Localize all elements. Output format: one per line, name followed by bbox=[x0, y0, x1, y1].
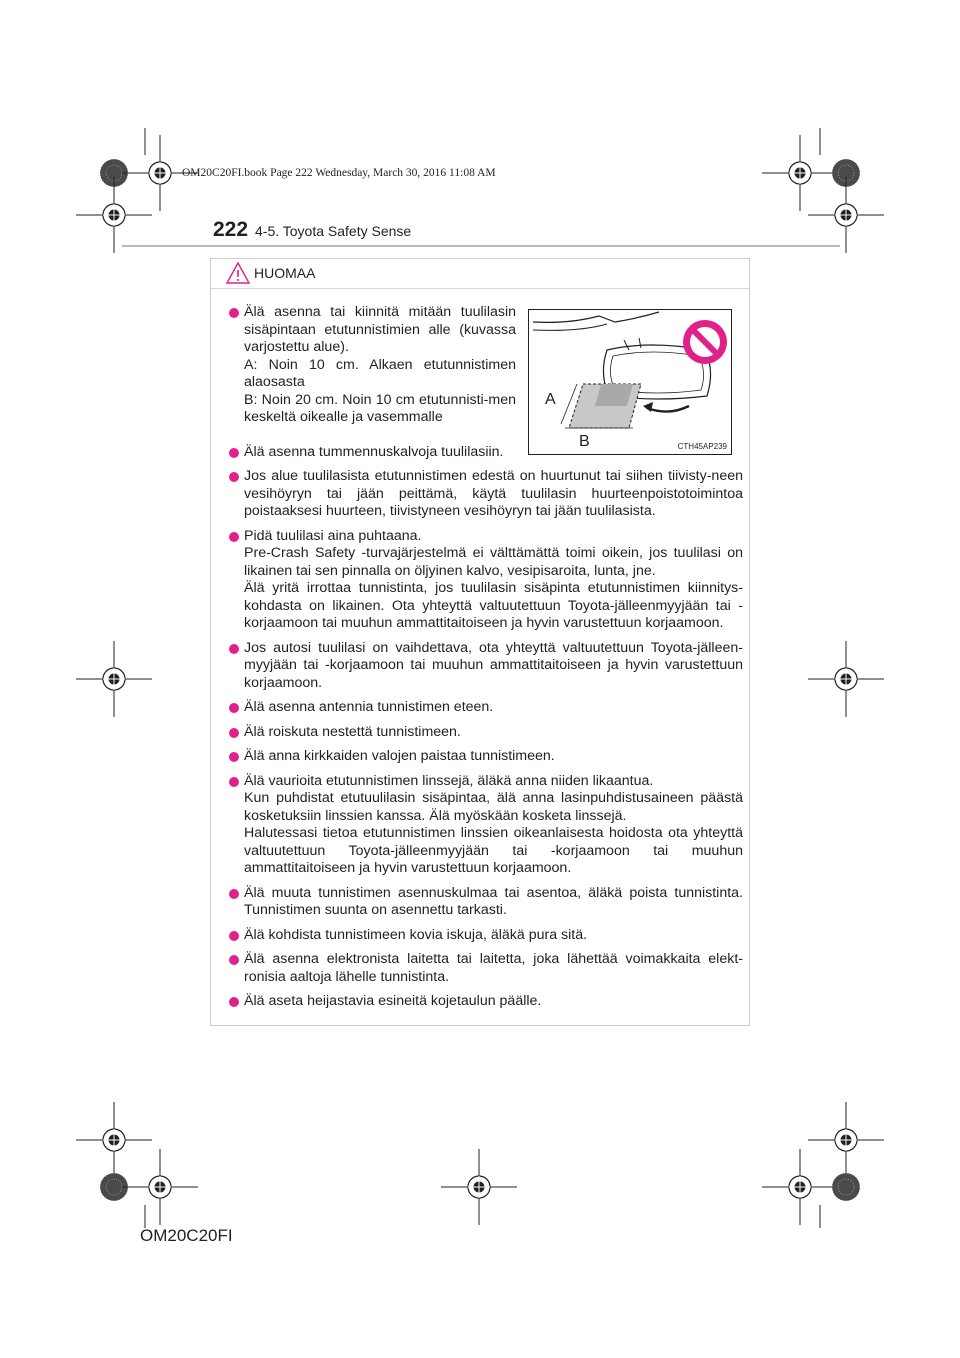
caution-item-text: Älä anna kirkkaiden valojen paistaa tunnistimeen. bbox=[244, 748, 555, 764]
caution-item bbox=[229, 748, 743, 766]
caution-header bbox=[211, 259, 749, 289]
caution-item-text: Älä asenna tai kiinnitä mitään tuulilasin sisäpintaan etutunnistimien alle (kuvassa varjostettu alue). A: Noin 10 cm. Alkaen etutunnistimen alaosasta B: Noin 20 cm. Noin 10 cm etutunnisti-men keskeltä oikealle ja vasemmalle bbox=[244, 304, 516, 425]
caution-box bbox=[210, 258, 750, 1026]
caution-item bbox=[229, 885, 743, 920]
bullet-icon bbox=[229, 931, 239, 941]
bullet-icon bbox=[229, 728, 239, 738]
caution-item-text: Älä aseta heijastavia esineitä kojetaulun päälle. bbox=[244, 993, 542, 1009]
bullet-icon bbox=[229, 777, 239, 787]
section-title: 4-5. Toyota Safety Sense bbox=[255, 223, 412, 239]
caution-item bbox=[229, 528, 743, 633]
bullet-icon bbox=[229, 308, 239, 318]
caution-item-text: Älä asenna tummennuskalvoja tuulilasiin. bbox=[244, 443, 504, 460]
caution-item-text: Jos autosi tuulilasi on vaihdettava, ota yhteyttä valtuutettuun Toyota-jälleen-myyjään tai -korjaamoon tai muuhun ammattitaitoiseen ja hyvin varustettuun korjaamoon. bbox=[244, 639, 743, 691]
caution-list bbox=[229, 304, 743, 1018]
bullet-icon bbox=[229, 752, 239, 762]
book-stamp: OM20C20FI.book Page 222 Wednesday, March 30, 2016 11:08 AM bbox=[182, 167, 496, 179]
caution-item-text: Älä asenna elektronista laitetta tai laitetta, joka lähettää voimakkaita elekt-ronisia aaltoja lähelle tunnistinta. bbox=[244, 951, 743, 985]
bullet-icon bbox=[229, 472, 239, 482]
figure-label-b: B bbox=[579, 433, 590, 450]
caution-title: HUOMAA bbox=[254, 265, 316, 281]
caution-item bbox=[229, 468, 743, 521]
page-number: 222 bbox=[213, 218, 249, 241]
caution-item bbox=[229, 993, 743, 1011]
caution-item bbox=[229, 927, 743, 945]
figure-code: CTH45AP239 bbox=[677, 442, 727, 451]
caution-item-text: Älä muuta tunnistimen asennuskulmaa tai asentoa, äläkä poista tunnistinta. Tunnistimen suunta on asennettu tarkasti. bbox=[244, 884, 743, 918]
bullet-icon bbox=[229, 997, 239, 1007]
bullet-icon bbox=[229, 703, 239, 713]
caution-item bbox=[229, 444, 743, 462]
caution-item bbox=[229, 951, 743, 986]
bullet-icon bbox=[229, 532, 239, 542]
caution-item bbox=[229, 773, 743, 878]
figure-label-a: A bbox=[545, 391, 556, 408]
header-rule bbox=[122, 245, 840, 247]
bullet-icon bbox=[229, 448, 239, 458]
warning-triangle-icon bbox=[225, 261, 251, 285]
caution-item-text: Älä roiskuta nestettä tunnistimeen. bbox=[244, 723, 461, 740]
bullet-icon bbox=[229, 644, 239, 654]
caution-item-text: Älä kohdista tunnistimeen kovia iskuja, äläkä pura sitä. bbox=[244, 926, 588, 943]
caution-item bbox=[229, 640, 743, 693]
caution-item-text: Pidä tuulilasi aina puhtaana. Pre-Crash Safety -turvajärjestelmä ei välttämättä toimi oikein, jos tuulilasi on likainen tai sen pinnalla on öljyinen kalvo, vesipisaroita, lunta, jne. Älä yritä irrottaa tunnistinta, jos tuulilasin sisäpinta etutunnistimen kiinnitys-kohdasta on likainen. Ota yhteyttä valtuutettuun Toyota-jälleenmyyjään tai -korjaamoon tai muuhun ammattitaitoiseen ja hyvin varustettuun korjaamoon. bbox=[244, 527, 743, 631]
bullet-icon bbox=[229, 955, 239, 965]
caution-item-text: Älä vaurioita etutunnistimen linssejä, äläkä anna niiden likaantua. Kun puhdistat etutuulilasin sisäpintaa, älä anna lasinpuhdistusaineen päästä kosketuksiin linssien kanssa. Älä myöskään kosketa linssejä. Halutessasi tietoa etutunnistimen linssien oikeanlaisesta hoidosta ota yhteyttä valtuutettuun Toyota-jälleenmyyjään tai -korjaamoon tai muuhun ammattitaitoiseen ja hyvin varustettuun korjaamoon. bbox=[244, 772, 743, 876]
document-code: OM20C20FI bbox=[140, 1226, 233, 1245]
caution-item bbox=[229, 304, 516, 427]
bullet-icon bbox=[229, 889, 239, 899]
caution-item bbox=[229, 699, 743, 717]
caution-item-text: Jos alue tuulilasista etutunnistimen edestä on huurtunut tai siihen tiivisty-neen vesihöyryn tai jään peittämä, käytä tuulilasin huurteenpoistotoimintoa poistaaksesi huurteen, tiivistyneen vesihöyryn tai jään tuulilasista. bbox=[244, 468, 743, 519]
caution-item-text: Älä asenna antennia tunnistimen eteen. bbox=[244, 699, 494, 715]
caution-item bbox=[229, 724, 743, 742]
